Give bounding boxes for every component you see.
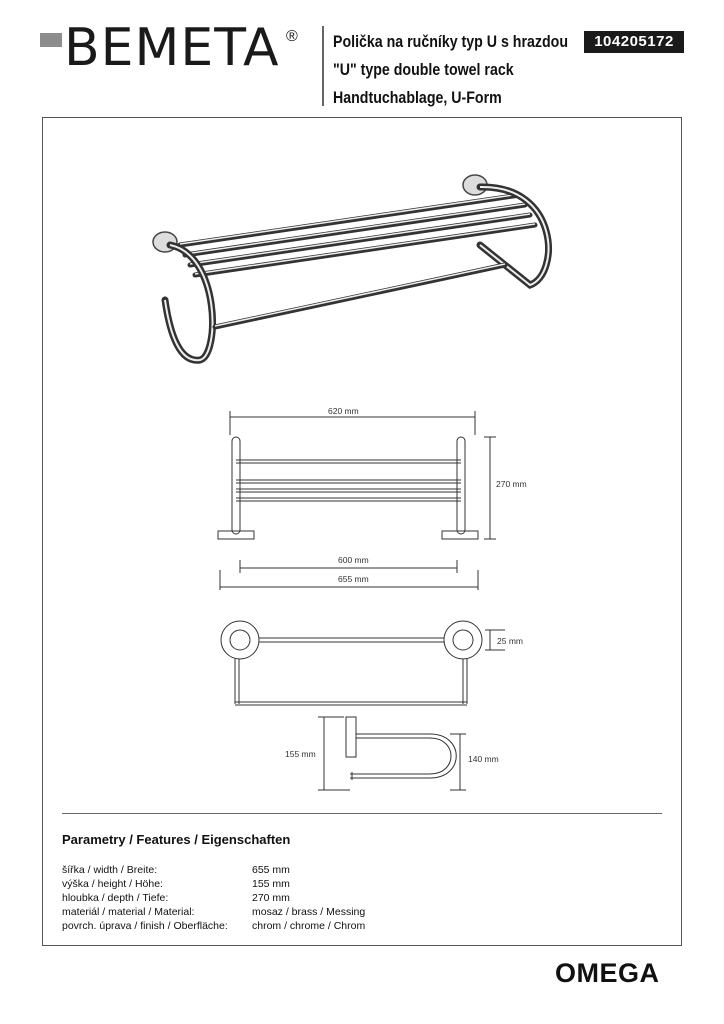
header-divider — [322, 26, 324, 106]
title-de: Handtuchablage, U-Form — [333, 89, 502, 107]
dim-600: 600 mm — [338, 555, 369, 565]
side-view-drawing — [280, 712, 510, 802]
product-photo — [140, 165, 570, 375]
brand-logo: BEMETA — [64, 18, 280, 78]
feature-label: materiál / material / Material: — [62, 906, 195, 918]
feature-row — [62, 905, 452, 919]
feature-row — [62, 863, 452, 877]
dim-140: 140 mm — [468, 754, 499, 764]
features-separator — [62, 813, 662, 814]
title-en: "U" type double towel rack — [333, 61, 514, 79]
feature-row — [62, 877, 452, 891]
logo-mark — [40, 33, 62, 47]
feature-value: 655 mm — [252, 864, 290, 876]
feature-label: šířka / width / Breite: — [62, 864, 158, 876]
feature-value: chrom / chrome / Chrom — [252, 920, 366, 932]
feature-value: mosaz / brass / Messing — [252, 906, 366, 918]
product-titles — [333, 28, 568, 112]
feature-row — [62, 891, 452, 905]
feature-label: hloubka / depth / Tiefe: — [62, 892, 169, 904]
dim-655: 655 mm — [338, 574, 369, 584]
features-table — [62, 863, 452, 933]
feature-value: 270 mm — [252, 892, 290, 904]
feature-label: výška / height / Höhe: — [62, 878, 163, 890]
feature-value: 155 mm — [252, 878, 290, 890]
registered-mark: ® — [286, 28, 298, 45]
product-code: 104205172 — [584, 31, 684, 53]
features-title: Parametry / Features / Eigenschaften — [62, 832, 291, 847]
top-view-drawing — [205, 612, 535, 707]
feature-row — [62, 919, 452, 933]
dim-270: 270 mm — [496, 479, 527, 489]
front-view-drawing — [200, 405, 540, 590]
dim-25: 25 mm — [497, 636, 523, 646]
series-name: OMEGA — [555, 958, 660, 988]
dim-155: 155 mm — [285, 749, 316, 759]
feature-label: povrch. úprava / finish / Oberfläche: — [62, 920, 228, 932]
title-cz: Polička na ručníky typ U s hrazdou — [333, 33, 568, 51]
dim-620: 620 mm — [328, 406, 359, 416]
